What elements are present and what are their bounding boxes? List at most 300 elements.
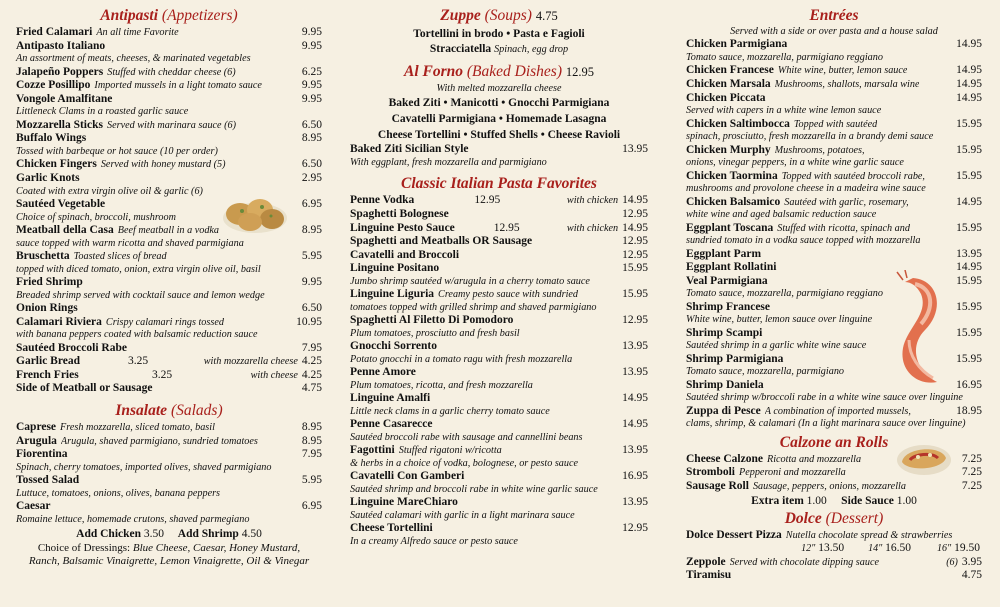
insalate-list xyxy=(16,421,322,526)
item-desc: Mushrooms, potatoes, xyxy=(774,144,865,156)
item-price: 8.95 xyxy=(301,132,322,145)
pasta-heading xyxy=(350,174,648,193)
item-desc: Served with honey mustard (5) xyxy=(100,159,226,171)
item-desc: Stuffed rigatoni w/ricotta xyxy=(398,445,502,457)
item-price: 14.95 xyxy=(956,78,982,90)
item-option-label: with chicken xyxy=(566,222,619,234)
zuppe-heading xyxy=(350,6,648,26)
item-price: 14.95 xyxy=(956,64,982,77)
item-note: Sautéed broccoli rabe with sausage and cannellini beans xyxy=(350,431,583,443)
item-name: Spaghetti Bolognese xyxy=(350,208,449,220)
item-price: 13.95 xyxy=(622,366,648,379)
item-note: with banana peppers coated with balsamic reduction sauce xyxy=(16,329,258,341)
menu-item xyxy=(16,132,322,146)
item-price: 4.25 xyxy=(301,355,322,368)
item-name: Chicken Saltimbocca xyxy=(686,117,790,130)
item-price: 6.50 xyxy=(301,301,322,314)
menu-item xyxy=(350,522,648,536)
item-price: 13.95 xyxy=(622,444,648,457)
alforno-subtitle: (Baked Dishes) xyxy=(466,63,562,80)
item-note: Luttuce, tomatoes, onions, olives, banana peppers xyxy=(16,487,221,499)
menu-item xyxy=(350,340,648,354)
item-price: 9.95 xyxy=(301,275,322,288)
add-shrimp-label: Add Shrimp xyxy=(177,528,239,541)
antipasti-subtitle: (Appetizers) xyxy=(161,7,238,24)
item-price: 9.95 xyxy=(301,92,322,105)
item-note: Jumbo shrimp sautéed w/arugula in a cherry tomato sauce xyxy=(350,275,590,287)
item-name: Stromboli xyxy=(686,466,735,479)
menu-item xyxy=(350,470,648,484)
item-price: 14.95 xyxy=(622,392,648,405)
item-price: 5.95 xyxy=(301,249,322,262)
item-price: 16.95 xyxy=(956,378,982,391)
item-name: Cavatelli Con Gamberi xyxy=(350,470,465,483)
item-name: Chicken Piccata xyxy=(686,91,766,104)
dressings xyxy=(16,542,322,567)
menu-item xyxy=(686,196,982,210)
item-name: Eggplant Toscana xyxy=(686,221,774,234)
add-shrimp-price: 4.50 xyxy=(241,528,262,541)
menu-item xyxy=(686,118,982,132)
item-name: Meatball della Casa xyxy=(16,223,114,236)
item-price: 2.95 xyxy=(301,171,322,184)
item-desc: White wine, butter, lemon sauce xyxy=(777,65,908,77)
item-name: Onion Rings xyxy=(16,301,78,314)
menu-item xyxy=(686,64,982,78)
item-price: 15.95 xyxy=(956,352,982,365)
menu-item xyxy=(350,262,648,276)
item-name: Antipasto Italiano xyxy=(16,39,106,52)
item-name: Linguine Liguria xyxy=(350,288,435,301)
item-price: 15.95 xyxy=(956,143,982,156)
alforno-note: With melted mozzarella cheese xyxy=(436,83,562,94)
item-desc: Fresh mozzarella, sliced tomato, basil xyxy=(60,421,215,433)
price-12: 13.50 xyxy=(818,542,845,555)
item-note: An assortment of meats, cheeses, & marinated vegetables xyxy=(16,53,251,65)
item-price: 6.95 xyxy=(301,500,322,513)
menu-item xyxy=(16,93,322,107)
side-sauce-label: Side Sauce xyxy=(841,494,894,507)
item-name: Sautéed Broccoli Rabe xyxy=(16,341,127,354)
item-price: 18.95 xyxy=(956,404,982,417)
item-price: 9.95 xyxy=(301,39,322,52)
menu-item xyxy=(350,249,648,263)
item-desc: Pepperoni and mozzarella xyxy=(739,467,846,479)
item-note: Breaded shrimp served with cocktail sauce and lemon wedge xyxy=(16,289,265,301)
item-desc: Crispy calamari rings tossed xyxy=(105,316,224,328)
item-note: Sautéed shrimp and broccoli rabe in white wine garlic sauce xyxy=(350,483,598,495)
item-price: 14.95 xyxy=(956,261,982,274)
menu-item xyxy=(350,418,648,432)
menu-item xyxy=(686,78,982,92)
dolce-title: Dolce xyxy=(784,509,822,527)
item-name: Penne Vodka xyxy=(350,194,415,207)
item-note: onions, vinegar peppers, in a white wine garlic sauce xyxy=(686,157,904,169)
item-name: Cheese Calzone xyxy=(686,452,763,465)
item-base-price: 3.25 xyxy=(151,368,173,381)
menu-item xyxy=(16,382,322,396)
pasta-title: Classic Italian Pasta Favorites xyxy=(401,175,597,193)
item-note: Romaine lettuce, homemade crutons, shaved parmegiano xyxy=(16,513,250,525)
menu-item xyxy=(350,288,648,302)
item-price: 12.95 xyxy=(622,248,648,261)
item-name: Linguine Pesto Sauce xyxy=(350,221,455,234)
zeppole-price: 3.95 xyxy=(961,555,982,568)
garlic-knots-image xyxy=(222,194,288,234)
dressings-line-1: Blue Cheese, Caesar, Honey Mustard, xyxy=(132,542,301,555)
item-note: Coated with extra virgin olive oil & garlic (6) xyxy=(16,185,203,197)
calzone-title: Calzone an Rolls xyxy=(779,433,889,451)
item-name: Eggplant Rollatini xyxy=(686,261,777,274)
alforno-title: Al Forno xyxy=(403,63,463,80)
zeppole-qty: (6) xyxy=(946,556,958,568)
item-name: Caprese xyxy=(16,420,57,433)
stracciatella-desc: Spinach, egg drop xyxy=(494,44,569,55)
item-note: Tossed with barbeque or hot sauce (10 per order) xyxy=(16,145,218,157)
item-price: 5.95 xyxy=(301,474,322,487)
menu-item xyxy=(16,369,322,383)
item-note: Littleneck Clams in a roasted garlic sauce xyxy=(16,106,189,118)
menu-item xyxy=(16,302,322,316)
item-name: Chicken Murphy xyxy=(686,143,771,156)
dessert-pizza-sizes xyxy=(686,542,982,556)
item-desc: Mushrooms, shallots, marsala wine xyxy=(774,79,920,90)
menu-item xyxy=(16,435,322,449)
item-name: Buffalo Wings xyxy=(16,132,87,145)
item-name: Calamari Riviera xyxy=(16,315,102,328)
alforno-price: 12.95 xyxy=(565,65,594,79)
item-base-price: 3.25 xyxy=(128,355,149,368)
item-note: clams, shrimp, & calamari (In a light marinara sauce over linguine) xyxy=(686,418,966,430)
item-option-label: with cheese xyxy=(250,369,298,381)
item-note: Plum tomatoes, ricotta, and fresh mozzarella xyxy=(350,379,533,391)
item-note: topped with diced tomato, onion, extra virgin olive oil, basil xyxy=(16,263,261,275)
dressings-line-2: Ranch, Balsamic Vinaigrette, Lemon Vinaigrette, Oil & Vinegar xyxy=(28,554,310,567)
item-name: Sausage Roll xyxy=(686,479,749,492)
insalate-heading xyxy=(16,401,322,420)
item-name: Caesar xyxy=(16,500,51,513)
zeppole-desc: Served with chocolate dipping sauce xyxy=(729,556,880,568)
item-name: Linguine Positano xyxy=(350,262,440,275)
item-name: Chicken Parmigiana xyxy=(686,38,788,51)
item-base-price: 12.95 xyxy=(474,194,501,207)
item-price: 6.50 xyxy=(301,158,322,171)
menu-item xyxy=(350,496,648,510)
item-price: 13.95 xyxy=(622,496,648,509)
item-name: Cozze Posillipo xyxy=(16,79,91,92)
item-name: Spaghetti and Meatballs OR Sausage xyxy=(350,235,533,248)
item-name: Fiorentina xyxy=(16,448,68,461)
item-name: Cavatelli and Broccoli xyxy=(350,248,460,261)
item-name: Arugula xyxy=(16,434,57,447)
item-price: 13.95 xyxy=(622,340,648,353)
item-price: 6.95 xyxy=(301,197,322,210)
pasta-list xyxy=(350,194,648,548)
item-price: 15.95 xyxy=(956,274,982,287)
menu-item xyxy=(686,38,982,52)
item-desc: Stuffed with ricotta, spinach and xyxy=(777,222,910,234)
item-option-label: with chicken xyxy=(566,195,619,207)
price-14: 16.50 xyxy=(885,542,912,555)
item-price: 9.95 xyxy=(301,26,322,38)
item-price: 15.95 xyxy=(956,300,982,313)
item-name: Penne Casarecce xyxy=(350,418,433,431)
menu-item xyxy=(16,276,322,290)
item-name: Chicken Francese xyxy=(686,64,774,77)
tiramisu-price: 4.75 xyxy=(961,569,982,582)
item-price: 14.95 xyxy=(956,195,982,208)
price-16: 19.50 xyxy=(954,542,980,555)
item-base-price: 12.95 xyxy=(493,221,520,234)
menu-item xyxy=(686,92,982,106)
menu-item xyxy=(350,392,648,406)
item-price: 15.95 xyxy=(956,169,982,182)
item-note: sauce topped with warm ricotta and shaved parmigiana xyxy=(16,237,244,249)
item-name: Garlic Bread xyxy=(16,355,80,368)
item-price: 15.95 xyxy=(622,262,648,275)
menu-item xyxy=(16,342,322,356)
dessert-pizza-row xyxy=(686,529,982,543)
menu-item xyxy=(350,194,648,208)
menu-item xyxy=(16,26,322,40)
item-price: 14.95 xyxy=(956,91,982,104)
item-name: Gnocchi Sorrento xyxy=(350,340,437,353)
calzone-image xyxy=(896,440,952,476)
item-note: tomatoes topped with grilled shrimp and shaved parmigiano xyxy=(350,301,597,313)
item-desc: Arugula, shaved parmigiano, sundried tomatoes xyxy=(60,435,258,447)
item-name: Shrimp Daniela xyxy=(686,378,764,391)
item-price: 7.25 xyxy=(961,479,982,492)
item-price: 12.95 xyxy=(622,522,648,535)
item-name: Sautéed Vegetable xyxy=(16,197,106,210)
item-desc: A combination of imported mussels, xyxy=(764,405,911,417)
insalate-title: Insalate xyxy=(115,401,168,419)
zuppe-title: Zuppe xyxy=(440,7,481,24)
item-price: 7.25 xyxy=(961,452,982,465)
add-chicken-label: Add Chicken xyxy=(76,528,142,541)
item-note: spinach, prosciutto, fresh mozzarella in a brandy demi sauce xyxy=(686,131,934,143)
item-name: Baked Ziti Sicilian Style xyxy=(350,143,469,156)
item-desc: Sautéed with garlic, rosemary, xyxy=(784,196,909,208)
side-sauce-price: 1.00 xyxy=(896,494,917,507)
item-price: 4.75 xyxy=(301,382,322,395)
item-name: Chicken Marsala xyxy=(686,78,771,90)
extra-item-price: 1.00 xyxy=(806,494,827,507)
menu-item xyxy=(16,119,322,133)
item-name: Fried Calamari xyxy=(16,26,93,38)
column-middle xyxy=(350,4,648,548)
item-price: 15.95 xyxy=(956,117,982,130)
extra-item-label: Extra item xyxy=(751,494,804,507)
menu-item xyxy=(686,144,982,158)
item-note: White wine, butter, lemon sauce over linguine xyxy=(686,314,873,326)
menu-item xyxy=(16,250,322,264)
menu-item xyxy=(686,248,982,262)
item-name: French Fries xyxy=(16,368,79,381)
item-name: Vongole Amalfitane xyxy=(16,92,113,105)
menu-item xyxy=(686,170,982,184)
item-note: mushrooms and provolone cheese in a madeira wine sauce xyxy=(686,183,926,195)
add-chicken-price: 3.50 xyxy=(143,528,165,541)
alforno-line-1: Baked Ziti • Manicotti • Gnocchi Parmigiana xyxy=(388,97,610,110)
item-name: Eggplant Parm xyxy=(686,247,762,260)
item-name: Fagottini xyxy=(350,444,395,457)
item-price: 15.95 xyxy=(622,288,648,301)
item-name: Veal Parmigiana xyxy=(686,274,768,287)
menu-item xyxy=(350,222,648,236)
item-price: 12.95 xyxy=(622,208,648,220)
menu-item xyxy=(16,355,322,369)
item-note: Choice of spinach, broccoli, mushroom xyxy=(16,211,176,223)
column-left xyxy=(16,4,322,567)
item-note: Spinach, cherry tomatoes, imported olives, shaved parmigiano xyxy=(16,461,272,473)
zuppe-line-2 xyxy=(350,42,648,57)
dressings-label: Choice of Dressings: xyxy=(37,542,131,555)
item-name: Linguine Amalfi xyxy=(350,392,431,405)
item-desc: Beef meatball in a vodka xyxy=(117,224,220,236)
entrees-note: Served with a side or over pasta and a house salad xyxy=(730,26,938,37)
zuppe-price: 4.75 xyxy=(535,9,558,23)
item-note: Potato gnocchi in a tomato ragu with fresh mozzarella xyxy=(350,353,573,365)
item-option-label: with mozzarella cheese xyxy=(203,356,298,368)
size-14: 14" xyxy=(868,543,883,555)
menu-item xyxy=(350,235,648,249)
menu-item xyxy=(686,480,982,494)
item-desc: An all time Favorite xyxy=(96,27,179,38)
insalate-subtitle: (Salads) xyxy=(170,401,223,419)
item-name: Penne Amore xyxy=(350,366,416,379)
menu-item xyxy=(350,314,648,328)
item-name: Side of Meatball or Sausage xyxy=(16,382,153,395)
item-price: 14.95 xyxy=(622,221,648,234)
item-name: Shrimp Francese xyxy=(686,300,771,313)
item-name: Mozzarella Sticks xyxy=(16,118,103,131)
menu-item xyxy=(686,222,982,236)
item-name: Chicken Balsamico xyxy=(686,195,781,208)
size-12: 12" xyxy=(801,543,816,555)
item-name: Chicken Taormina xyxy=(686,169,778,182)
item-name: Linguine MareChiaro xyxy=(350,496,458,509)
zuppe-line-1: Tortellini in brodo • Pasta e Fagioli xyxy=(413,28,585,40)
item-price: 12.95 xyxy=(622,314,648,327)
menu-item xyxy=(16,500,322,514)
item-desc: Ricotta and mozzarella xyxy=(766,453,862,465)
item-price: 8.95 xyxy=(301,434,322,447)
item-name: Fried Shrimp xyxy=(16,275,83,288)
item-desc: Imported mussels in a light tomato sauce xyxy=(94,80,262,92)
alforno-line-2: Cavatelli Parmigiana • Homemade Lasagna xyxy=(391,113,607,126)
item-price: 8.95 xyxy=(301,223,322,236)
tiramisu-row xyxy=(686,569,982,583)
item-note: Tomato sauce, mozzarella, parmigiano xyxy=(686,366,845,378)
item-price: 7.95 xyxy=(301,341,322,354)
zuppe-subtitle: (Soups) xyxy=(484,7,532,24)
menu-item xyxy=(16,474,322,488)
alforno-heading xyxy=(350,62,648,82)
item-desc: Stuffed with cheddar cheese (6) xyxy=(107,66,236,78)
menu-item xyxy=(350,366,648,380)
item-name: Chicken Fingers xyxy=(16,158,97,171)
item-note: Sautéed calamari with garlic in a light marinara sauce xyxy=(350,509,575,521)
item-desc: Topped with sautéed xyxy=(793,118,878,130)
item-name: Garlic Knots xyxy=(16,171,80,184)
dessert-pizza-name: Dolce Dessert Pizza xyxy=(686,528,782,541)
entrees-title: Entrées xyxy=(809,7,859,24)
item-price: 7.25 xyxy=(961,466,982,479)
item-price: 7.95 xyxy=(301,448,322,461)
item-name: Bruschetta xyxy=(16,249,70,262)
item-price: 14.95 xyxy=(956,38,982,51)
item-price: 12.95 xyxy=(622,235,648,248)
stracciatella-name: Stracciatella xyxy=(429,43,492,55)
item-note: Plum tomatoes, prosciutto and fresh basil xyxy=(350,327,520,339)
item-price: 14.95 xyxy=(622,194,648,207)
menu-item xyxy=(16,316,322,330)
item-price: 14.95 xyxy=(622,418,648,431)
item-name: Jalapeño Poppers xyxy=(16,65,104,78)
calzone-extras xyxy=(686,494,982,508)
menu-item xyxy=(350,208,648,222)
item-note: In a creamy Alfredo sauce or pesto sauce xyxy=(350,535,518,547)
item-name: Spaghetti Al Filetto Di Pomodoro xyxy=(350,314,514,327)
zeppole-name: Zeppole xyxy=(686,555,726,568)
item-price: 15.95 xyxy=(956,326,982,339)
item-price: 13.95 xyxy=(956,247,982,260)
item-name: Shrimp Scampi xyxy=(686,326,763,339)
item-name: Cheese Tortellini xyxy=(350,522,433,535)
menu-item xyxy=(686,405,982,419)
add-ons xyxy=(16,527,322,542)
item-note: Sautéed shrimp w/broccoli rabe in a white wine sauce over linguine xyxy=(686,392,963,404)
item-price: 10.95 xyxy=(296,315,322,328)
item-name: Shrimp Parmigiana xyxy=(686,352,784,365)
menu-item xyxy=(16,40,322,54)
item-note: Sautéed shrimp in a garlic white wine sauce xyxy=(686,340,867,352)
item-price: 6.50 xyxy=(301,118,322,131)
menu-item xyxy=(350,143,648,157)
item-price: 13.95 xyxy=(622,143,648,156)
tiramisu-name: Tiramisu xyxy=(686,569,732,582)
item-note: Tomato sauce, mozzarella, parmigiano reggiano xyxy=(686,288,883,300)
shrimp-image xyxy=(895,270,947,390)
item-note: Served with capers in a white wine lemon sauce xyxy=(686,105,882,117)
menu-item xyxy=(16,172,322,186)
zeppole-row xyxy=(686,556,982,570)
entrees-heading xyxy=(686,6,982,25)
item-desc: Creamy pesto sauce with sundried xyxy=(438,289,579,301)
alforno-line-3: Cheese Tortellini • Stuffed Shells • Cheese Ravioli xyxy=(377,129,621,142)
item-note: & herbs in a choice of vodka, bolognese, or pesto sauce xyxy=(350,457,579,469)
menu-item xyxy=(16,448,322,462)
item-name: Zuppa di Pesce xyxy=(686,404,761,417)
item-name: Tossed Salad xyxy=(16,474,80,487)
dolce-heading xyxy=(686,509,982,528)
item-price: 15.95 xyxy=(956,221,982,234)
item-note: Tomato sauce, mozzarella, parmigiano reggiano xyxy=(686,52,883,63)
antipasti-heading xyxy=(16,6,322,25)
antipasti-title: Antipasti xyxy=(100,7,159,24)
menu-item xyxy=(350,444,648,458)
item-desc: Served with marinara sauce (6) xyxy=(106,119,237,131)
item-desc: Toasted slices of bread xyxy=(73,250,167,262)
item-price: 8.95 xyxy=(301,420,322,433)
item-desc: Sausage, peppers, onions, mozzarella xyxy=(752,480,906,492)
item-note: sundried tomato in a vodka sauce topped with mozzarella xyxy=(686,235,921,247)
item-desc: Topped with sautéed broccoli rabe, xyxy=(781,170,925,182)
item-note: With eggplant, fresh mozzarella and parmigiano xyxy=(350,157,547,168)
item-note: white wine and aged balsamic reduction sauce xyxy=(686,209,877,221)
menu-item xyxy=(16,421,322,435)
